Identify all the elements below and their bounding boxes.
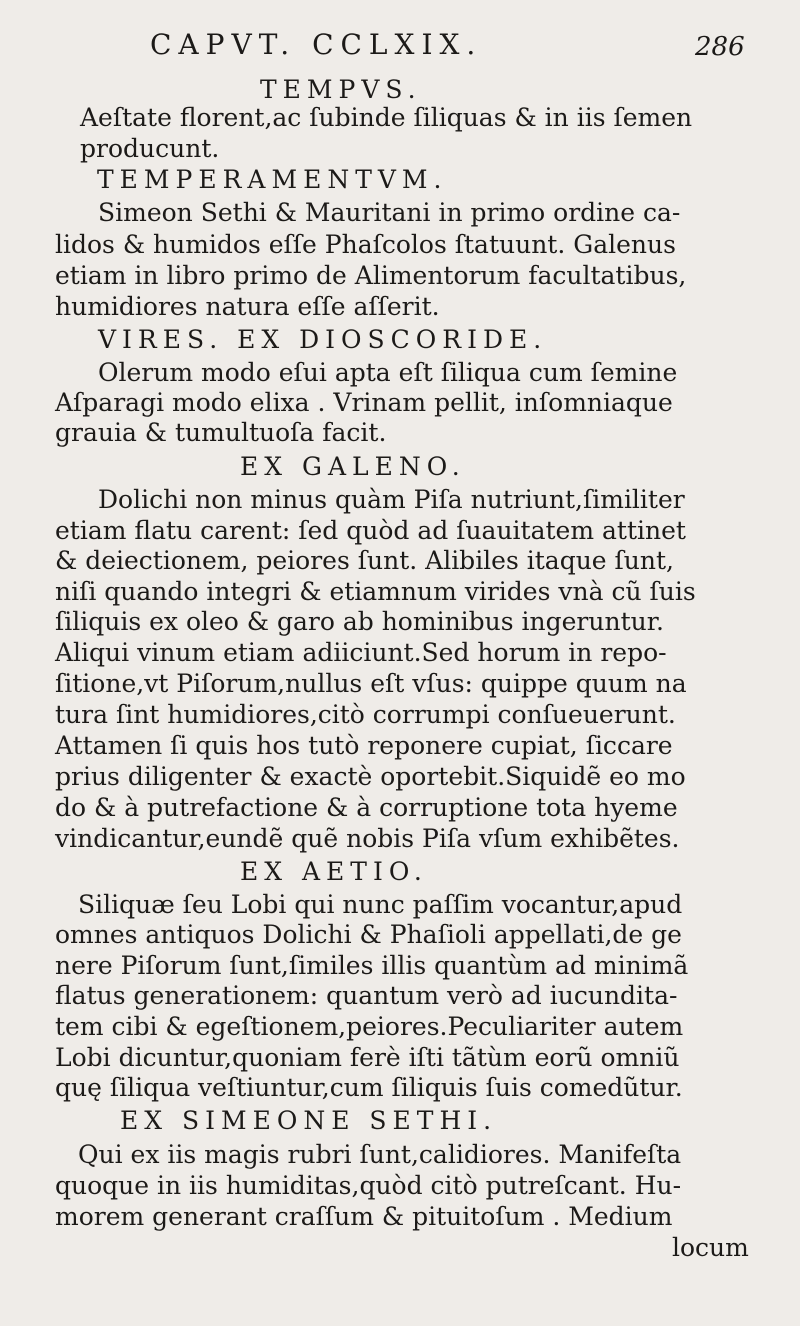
text-line: lidos & humidos eſſe Phaſcolos ſtatuunt. Galenus	[55, 230, 676, 259]
text-line: ſitione,vt Piſorum,nullus eſt vſus: quippe quum na	[55, 669, 687, 698]
text-line: Simeon Sethi & Mauritani in primo ordine ca-	[98, 198, 681, 227]
text-line: tem cibi & egeſtionem,peiores.Peculiariter autem	[55, 1012, 684, 1041]
text-line: etiam in libro primo de Alimentorum facultatibus,	[55, 261, 687, 290]
text-line: prius diligenter & exactè oportebit.Siquidẽ eo mo	[55, 762, 686, 791]
text-line: quę ſiliqua veſtiuntur,cum ſiliquis ſuis comedũtur.	[55, 1073, 683, 1102]
text-line: do & à putrefactione & à corruptione tota hyeme	[55, 793, 678, 822]
text-line: Olerum modo eſui apta eſt ſiliqua cum ſemine	[98, 358, 678, 387]
section-heading: EX SIMEONE SETHI.	[120, 1106, 498, 1135]
text-line: Aeſtate florent,ac ſubinde ſiliquas & in iis ſemen	[80, 103, 693, 132]
text-line: producunt.	[80, 134, 220, 163]
text-line: Aliqui vinum etiam adiiciunt.Sed horum in repo-	[55, 638, 667, 667]
text-line: Qui ex iis magis rubri ſunt,calidiores. Manifeſta	[78, 1140, 682, 1169]
text-line: vindicantur,eundẽ quẽ nobis Piſa vſum exhibẽtes.	[55, 824, 680, 853]
section-heading: TEMPERAMENTVM.	[97, 165, 448, 194]
page-number: 286	[695, 32, 745, 62]
text-line: flatus generationem: quantum verò ad iucundita-	[55, 981, 678, 1010]
text-line: Dolichi non minus quàm Piſa nutriunt,ſimiliter	[98, 485, 685, 514]
section-heading: VIRES. EX DIOSCORIDE.	[98, 325, 548, 354]
running-head: CAPVT. CCLXIX.	[150, 28, 483, 61]
section-heading: EX GALENO.	[240, 452, 466, 481]
text-line: Lobi dicuntur,quoniam ferè iſti tãtùm eorũ omniũ	[55, 1043, 680, 1072]
text-line: Aſparagi modo elixa . Vrinam pellit, inſomniaque	[55, 388, 673, 417]
text-line: Siliquæ ſeu Lobi qui nunc paſſim vocantur,apud	[78, 890, 683, 919]
text-line: ſiliquis ex oleo & garo ab hominibus ingeruntur.	[55, 607, 664, 636]
text-line: humidiores natura eſſe aſſerit.	[55, 292, 440, 321]
text-line: etiam flatu carent: ſed quòd ad ſuauitatem attinet	[55, 516, 686, 545]
text-line: & deiectionem, peiores ſunt. Alibiles itaque ſunt,	[55, 546, 674, 575]
text-line: morem generant craſſum & pituitoſum . Medium	[55, 1202, 673, 1231]
text-line: nere Piſorum ſunt,ſimiles illis quantùm ad minimã	[55, 951, 689, 980]
text-line: grauia & tumultuoſa facit.	[55, 418, 387, 447]
text-line: niſi quando integri & etiamnum virides vnà cũ ſuis	[55, 577, 696, 606]
catchword: locum	[672, 1233, 749, 1262]
text-line: tura ſint humidiores,citò corrumpi conſueuerunt.	[55, 700, 676, 729]
section-heading: EX AETIO.	[240, 857, 428, 886]
text-line: quoque in iis humiditas,quòd citò putreſcant. Hu-	[55, 1171, 682, 1200]
text-line: omnes antiquos Dolichi & Phaſioli appellati,de ge	[55, 920, 682, 949]
text-line: Attamen ſi quis hos tutò reponere cupiat, ſiccare	[55, 731, 673, 760]
section-heading: TEMPVS.	[260, 75, 422, 104]
